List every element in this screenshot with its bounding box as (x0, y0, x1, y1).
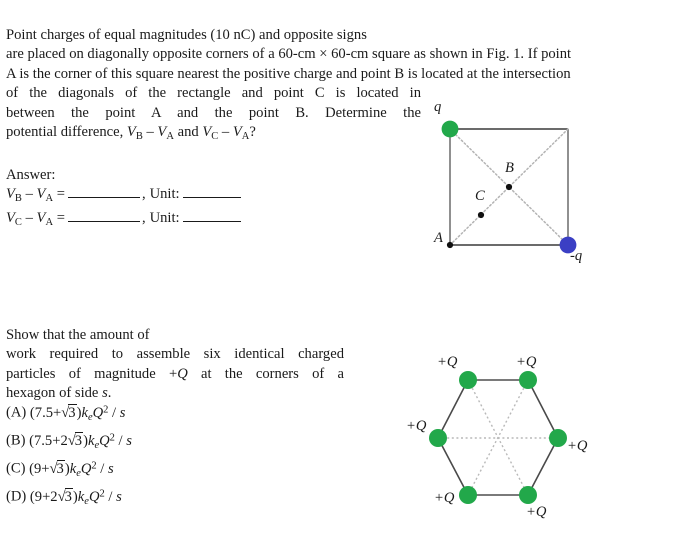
problem-2-line-4-prefix: hexagon of side (6, 385, 103, 402)
point-b-marker (506, 184, 512, 190)
answer-row-1-expression: $V_B - V_A$ = (6, 186, 65, 205)
hexagon-edge-lower-right (528, 438, 558, 495)
problem-2-line-2: work required to assemble six identical charged (6, 346, 344, 363)
hexagon-charge-left (429, 429, 447, 447)
choice-c-expression: (9+√3)keQ$^2$ / s (29, 460, 114, 479)
problem-1-line-1: Point charges of equal magnitudes (10 nC) and opposite signs (6, 27, 367, 43)
choice-c-tag: (C) (6, 460, 26, 477)
choice-b[interactable] (6, 432, 132, 460)
positive-charge-label: q (434, 99, 442, 115)
problem-2-line-4-suffix: . (107, 385, 112, 402)
positive-charge-marker (442, 121, 459, 138)
problem-1-line-6: potential difference, $V_B - V_A$ and $V_C - V_A$? (6, 124, 256, 142)
choice-b-expression: (7.5+2√3)keQ$^2$ / s (29, 432, 132, 451)
hexagon-edge-lower-left (438, 438, 468, 495)
problem-2-line-4 (6, 384, 344, 403)
hexagon-label-right: +Q (567, 438, 588, 454)
answer-row-2-value-blank[interactable] (68, 209, 140, 222)
hexagon-label-bottom-left: +Q (434, 490, 455, 506)
problem-2-line-3 (6, 365, 344, 384)
answer-row-1-unit-blank[interactable] (183, 185, 241, 198)
answer-choices (6, 404, 132, 516)
choice-d-expression: (9+2√3)keQ$^2$ / s (29, 488, 122, 507)
problem-1-line-3: A is the corner of this square nearest the positive charge and point B is located at the intersection (6, 65, 571, 82)
hexagon-charge-figure (406, 352, 602, 528)
problem-2-statement (6, 326, 344, 404)
hexagon-charge-top-left (459, 371, 477, 389)
choice-c[interactable] (6, 460, 132, 488)
square-charge-figure (424, 96, 596, 272)
choice-a[interactable] (6, 404, 132, 432)
answer-row-1-comma: , (141, 186, 146, 203)
hexagon-edge-upper-right (528, 380, 558, 438)
answer-row-2-expression: $V_C - V_A$ = (6, 209, 65, 228)
hexagon-label-top-right: +Q (516, 354, 537, 370)
problem-2-side-symbol: s (102, 385, 108, 402)
negative-charge-label: -q (570, 248, 583, 264)
problem-2-line-3-prefix: particles of magnitude + (6, 365, 178, 382)
answer-heading: Answer: (6, 167, 56, 183)
choice-a-tag: (A) (6, 404, 27, 421)
problem-1-line-2: are placed on diagonally opposite corners of a 60-cm × 60-cm square as shown in Fig. 1. If point (6, 46, 572, 63)
choice-d-tag: (D) (6, 488, 27, 505)
answer-row-1-unit-label: Unit: (149, 186, 180, 203)
problem-1-line-4: of the diagonals of the rectangle and point C is located in (6, 85, 421, 102)
point-b-label: B (505, 160, 514, 176)
hexagon-label-bottom-right: +Q (526, 504, 547, 520)
hexagon-label-left: +Q (406, 418, 427, 434)
hexagon-edge-upper-left (438, 380, 468, 438)
problem-1-line-6-prefix: potential difference, (6, 124, 127, 141)
choice-b-tag: (B) (6, 432, 26, 449)
hexagon-charge-right (549, 429, 567, 447)
problem-1-line-5: between the point A and the point B. Determine the (6, 104, 421, 121)
point-a-label: A (434, 230, 443, 246)
answer-row-2-comma: , (141, 209, 146, 226)
problem-2-line-1: Show that the amount of (6, 327, 150, 343)
point-a-marker (447, 242, 453, 248)
answer-row-2-unit-label: Unit: (149, 209, 180, 226)
hexagon-charge-bottom-right (519, 486, 537, 504)
point-c-marker (478, 212, 484, 218)
hexagon-charge-top-right (519, 371, 537, 389)
problem-2-line-3-suffix: at the corners of a (187, 365, 344, 382)
answer-row-vc-va (6, 209, 243, 232)
answer-row-vb-va (6, 185, 243, 208)
hexagon-label-top-left: +Q (437, 354, 458, 370)
answer-row-1-value-blank[interactable] (68, 185, 140, 198)
hexagon-charge-bottom-left (459, 486, 477, 504)
choice-a-expression: (7.5+√3)keQ$^2$ / s (29, 404, 126, 423)
answer-block (6, 166, 243, 232)
problem-2-charge-symbol: Q (177, 365, 188, 382)
point-c-label: C (475, 188, 485, 204)
answer-row-2-unit-blank[interactable] (183, 209, 241, 222)
choice-d[interactable] (6, 488, 132, 516)
